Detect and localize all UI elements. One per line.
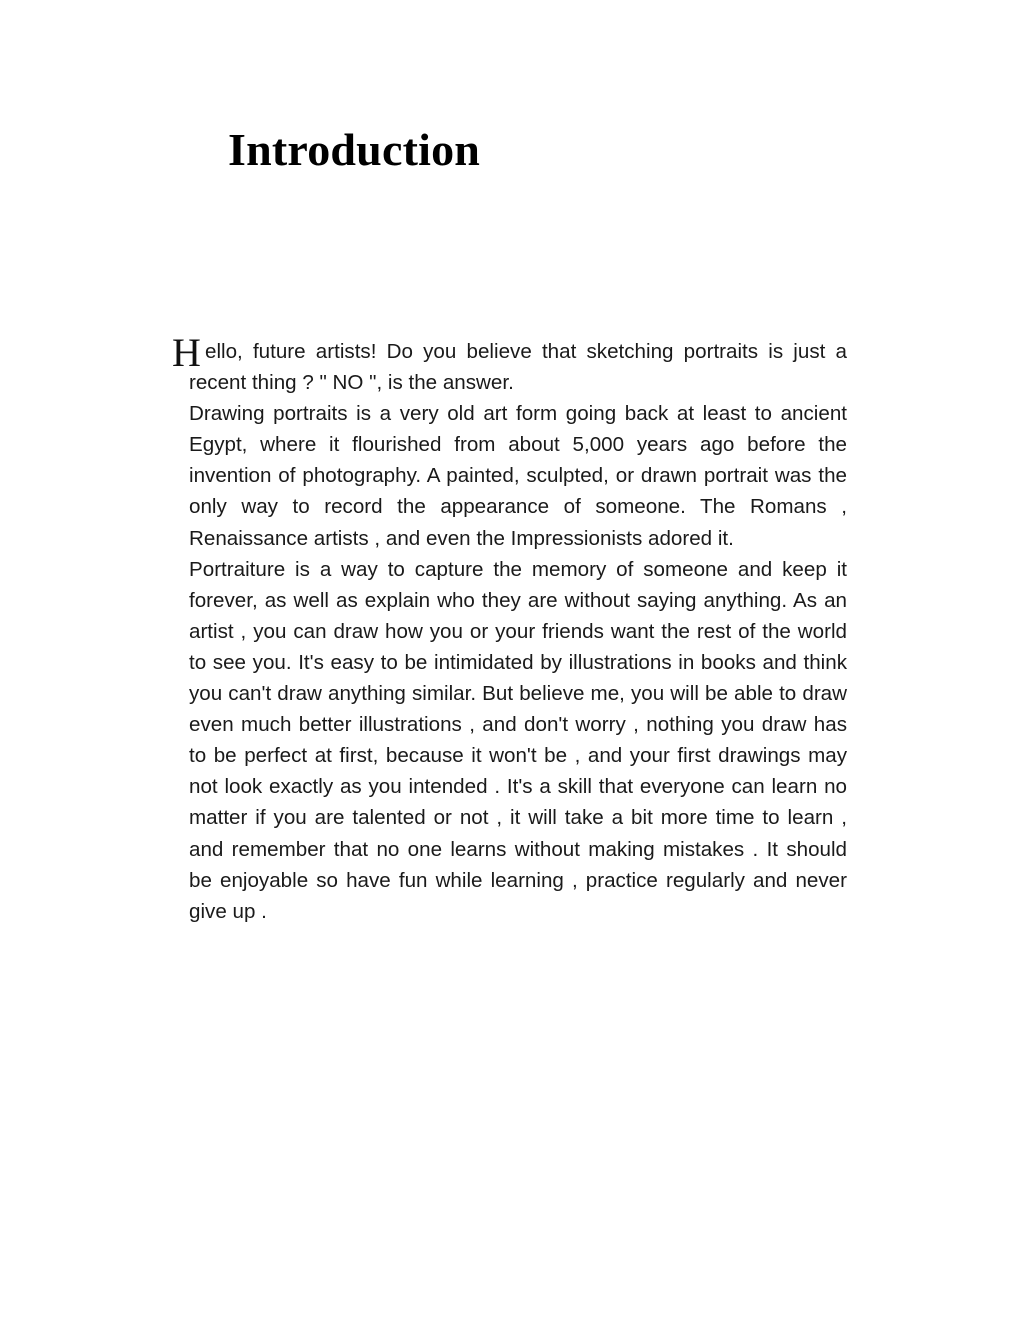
- intro-paragraph-text: ello, future artists! Do you believe that sketching portraits is just a recent thing ? " NO ", is the answer.: [189, 340, 847, 395]
- body-text: [172, 330, 847, 927]
- history-paragraph: Drawing portraits is a very old art form going back at least to ancient Egypt, where it flourished from about 5,000 years ago before the invention of photography. A painted, sculpted, or drawn portrait was the only way to record the appearance of someone. The Romans , Renaissance artists , and even the Impressionists adored it.: [189, 402, 847, 550]
- page-title: Introduction: [228, 124, 481, 175]
- intro-paragraph: [172, 330, 847, 398]
- portraiture-paragraph: Portraiture is a way to capture the memory of someone and keep it forever, as well as explain who they are without saying anything. As an artist , you can draw how you or your friends want the rest of the world to see you. It's easy to be intimidated by illustrations in books and think you can't draw anything similar. But believe me, you will be able to draw even much better illustrations , and don't worry , nothing you draw has to be perfect at first, because it won't be , and your first drawings may not look exactly as you intended . It's a skill that everyone can learn no matter if you are talented or not , it will take a bit more time to learn , and remember that no one learns without making mistakes . It should be enjoyable so have fun while learning , practice regularly and never give up .: [189, 557, 847, 923]
- drop-cap-letter: H: [172, 330, 201, 375]
